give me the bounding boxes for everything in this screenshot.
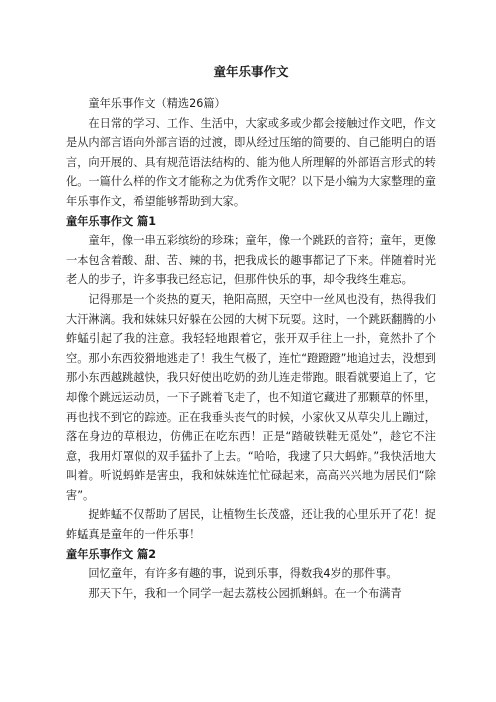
section-2-heading: 童年乐事作文 篇2: [66, 547, 156, 561]
section-1-heading: 童年乐事作文 篇1: [66, 214, 156, 228]
document-title: 童年乐事作文: [213, 64, 289, 79]
section-1-paragraph-3: 捉蚱蜢不仅帮助了居民，让植物生长茂盛，还让我的心里乐开了花！捉蚱蜢真是童年的一件乐事！: [66, 508, 436, 542]
document-body: [66, 62, 436, 603]
section-1-paragraph-1: 童年，像一串五彩缤纷的珍珠；童年，像一个跳跃的音符；童年，更像一本包含着酸、甜、苦、辣的书，把我成长的趣事都记了下来。伴随着时光老人的步子，许多事我已经忘记，但那件快乐的事，却令我终生难忘。: [66, 234, 436, 287]
intro-paragraph: 在日常的学习、工作、生活中，大家或多或少都会接触过作文吧，作文是从内部言语向外部言语的过渡，即从经过压缩的简要的、自己能明白的语言，向开展的、具有规范语法结构的、能为他人所理解的外部语言形式的转化。一篇什么样的作文才能称之为优秀作文呢？以下是小编为大家整理的童年乐事作文，希望能够帮助到大家。: [66, 116, 436, 208]
section-2-paragraph-2: 那天下午，我和一个同学一起去荔枝公园抓蝌蚪。在一个布满青: [88, 586, 402, 600]
section-1-paragraph-2: 记得那是一个炎热的夏天，艳阳高照，天空中一丝风也没有，热得我们大汗淋漓。我和妹妹只好躲在公园的大树下玩耍。这时，一个跳跃翻腾的小蚱蜢引起了我的注意。我轻轻地跟着它，张开双手往上一扑，竟然扑了个空。那小东西狡猾地逃走了！我生气极了，连忙“蹬蹬蹬”地追过去，没想到那小东西越跳越快，我只好使出吃奶的劲儿连走带跑。眼看就要追上了，它却像个跳远运动员，一下子跳着飞走了，也不知道它藏进了那颗草的怀里，再也找不到它的踪迹。正在我垂头丧气的时候，小家伙又从草尖儿上蹦过，落在身边的草根边，仿佛正在吃东西！正是“踏破铁鞋无觅处”，趁它不注意，我用灯罩似的双手猛扑了上去。“哈哈，我逮了只大蚂蚱。”我快活地大叫着。听说蚂蚱是害虫，我和妹妹连忙忙碌起来，高高兴兴地为居民们“除害”。: [66, 292, 436, 502]
section-2-paragraph-1: 回忆童年，有许多有趣的事，说到乐事，得数我4岁的那件事。: [88, 567, 398, 581]
intro-line: 童年乐事作文（精选26篇）: [88, 97, 226, 110]
